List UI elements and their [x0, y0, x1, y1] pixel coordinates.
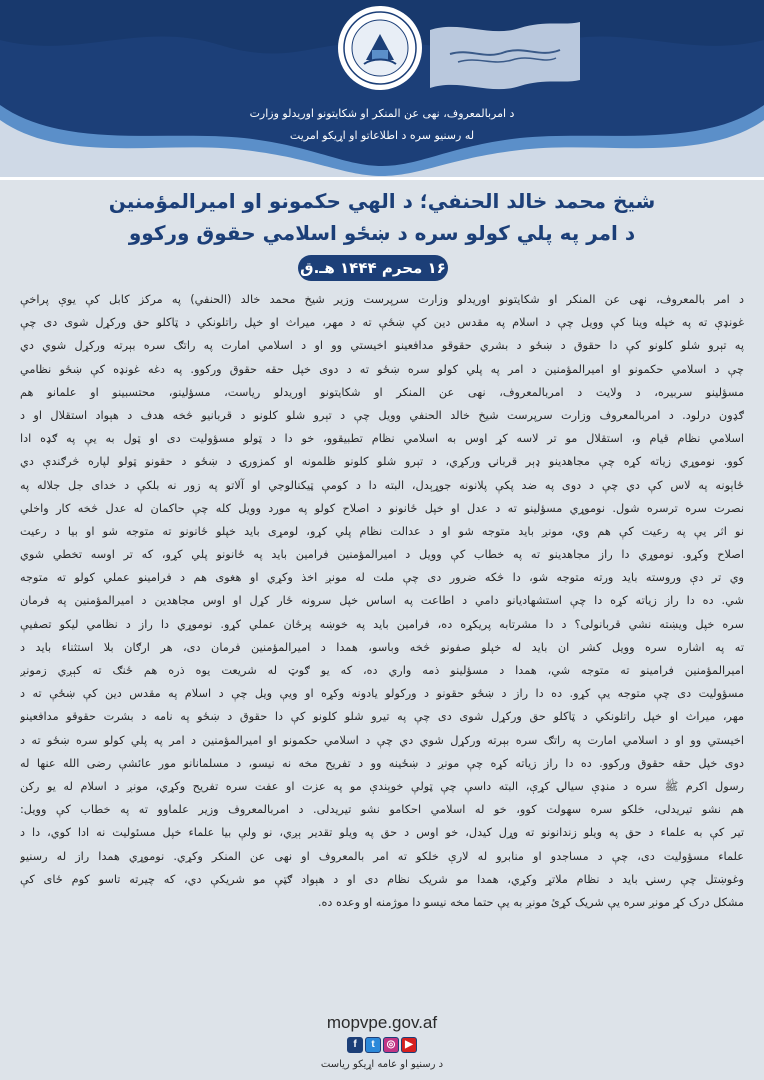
- body-line: تیر کې به علماء د حق په ویلو زندانونو ته وړل کیدل، خو اوس د حق په ویلو تقدیر ېږي، نو ولې بیا علماء خپل مسئولیت نه ادا کوي، دا د: [20, 826, 744, 840]
- instagram-icon[interactable]: ◎: [383, 1037, 399, 1053]
- body-line: هم نشو تیریدلی، خلکو سره سهولت کوو، خو له اسلامي احکامو نشو تیریدلی. د امربالمعروف وزیر علماوو ته په خطاب کې وویل:: [20, 803, 744, 817]
- body-line: اسلامي نظام قیام و، استقلال مو تر لاسه کړ اوس به اسلامي نظام تطبیقوو، خو دا د ټولو مسؤولیت دی او ټول به یې په ګډه ادا: [20, 432, 744, 446]
- body-line: مسؤولیت دی چې متوجه یې کړو. ده دا راز د ښځو حقونو د ورکولو یادونه وکړه او ویې ویل چې د اسلام په مقدس دین کې ښځې ته د: [20, 687, 744, 701]
- body-line: نو اثر یې په رعیت کې هم وي، مونږ باید متوجه شو او د عدالت نظام پلي کړو، لومړی باید خپلو ځانونو ته متوجه شو او بیا د رعیت: [20, 524, 744, 538]
- body-line: مشکل درک کړ مونږ سره یې شریک کړئ مونږ به یې حتما مخه نیسو دا موژمنه او وعده ده.: [317, 895, 744, 909]
- body-line: ځاېونه په لاس کې دي چې د دوی په ضد پکې پلانونه جوړېدل، البته دا د کومې ټیکنالوجي او آلاتو په زور نه بلکې د خدای جل جلاله په: [20, 478, 744, 492]
- body-line: اخیستي وو او د اسلامي امارت په راتګ سره بېرته ورکړل شوي دي چې د اسلامي حکمونو او امیرالمؤمنین د امر په پلي کولو سره ښځو ته د: [20, 733, 744, 747]
- body-line: شي. ده دا راز زیاته کړه دا چې استشهادیانو دامي د اطاعت په اساس خپل سرونه ځار کړل او اوس مجاهدین د امیرالمؤمنین په فرمان: [20, 594, 744, 608]
- body-line: ته په اشاره سره وویل کشر ان باید له خپلو صفونو څخه وباسو، همدا د امیرالمؤمنین فرمان دی، هر ارګان بلا استثناء باید د: [20, 640, 744, 654]
- emirate-emblem-icon: [336, 4, 424, 92]
- body-line: دوی خپل حقه حقوق ورکوو. ده دا راز زیاته کړه چې مونږ د ښځینه وو د تفریح مخه نه نیسو، د مسلمانانو مور عائشې رضی الله عنها له: [20, 756, 744, 770]
- body-line: وغوښتل چې رسنۍ باید د نظام ملاتړ وکړي، همدا مو شریک نظام دی او د هېواد ګټې مو شریکې دي، که چیرته تاسو کوم ځای کې: [20, 872, 744, 886]
- body-line: نصرت سره ترسره شول. نوموړي مسؤلینو ته د عدل او خپل ځانونو د اصلاح کولو په مورد وویل کله چې حاکمان له عدل څخه کار واخلي: [20, 501, 744, 515]
- body-line: رسول اکرم ﷺ سره د منډې سیالۍ کړې، البته داسې چې ټولې خوېندې مو په عزت او عفت سره تفریح وکړي، مونږ د اسلام له یو رکن: [20, 779, 744, 793]
- body-line: سره خپل ویښته نشي قربانولی؟ د دا مشرتابه پریکړه ده، فرامین باید په خوښه پرځان عملي کړو. نوموړي دا راز د نظامي لیکو تصفیې: [20, 617, 744, 631]
- article-title: [0, 185, 764, 249]
- website-link[interactable]: mopvpe.gov.af: [326, 1013, 438, 1032]
- title-line-2: د امر په پلي کولو سره د ښځو اسلامي حقوق ورکوو: [128, 221, 636, 245]
- social-links: [345, 1037, 419, 1053]
- facebook-icon[interactable]: f: [347, 1037, 363, 1053]
- body-line: علماء مسؤولیت دی، چې د مساجدو او منابرو له لارې خلکو ته امر بالمعروف او نهی عن المنکر وکړي. نوموړي همدا راز له رسنیو: [20, 849, 744, 863]
- ministry-heading: [0, 103, 764, 147]
- date-badge: ۱۶ محرم ۱۴۴۴ هـ.ق: [298, 255, 448, 281]
- body-line: کوو. نوموړي زیاته کړه چې مجاهدینو ډېر قربانۍ ورکړي، د تېرو شلو کلونو ظلمونه او کمزورۍ د ښځو د حقونو ټولو لپاره څرګندې دي: [20, 455, 744, 469]
- footer-department: د رسنیو او عامه اړیکو ریاست: [320, 1059, 444, 1070]
- body-line: غونډې ته په خپله وینا کې وویل چې د اسلام په مقدس دین کې ښځې ته د مهر، میراث او خپل راتلونکي د ټاکلو حق ورکړل شوی دی چې: [20, 316, 744, 330]
- body-line: چې د اسلامي حکمونو او امیرالمؤمنین د امر په پلي کولو سره ښځو ته د دوی خپل حقه حقوق ورکوو. په دغه غونډه کې ښځو نظامي: [20, 362, 744, 376]
- body-line: مسؤلینو سربیره، د ولایت د امربالمعروف، نهی عن المنکر او شکایتونو اوریدلو ریاست، مسؤلینو، محتسبینو او علمانو هم: [20, 385, 744, 399]
- body-line: په تېرو شلو کلونو کې دا حقوق د ښځو د بشري حقوقو مدافعینو اخیستي وو او د اسلامي امارت په راتګ سره بېرته ورکړل شوي دي: [20, 339, 744, 353]
- body-line: ګډون درلود. د امربالمعروف وزارت سرپرست شیخ خالد الحنفي وویل چې د تېرو شلو کلونو د قربانیو څخه هدف د هېواد استقلال او د: [20, 408, 744, 422]
- article-body: [20, 288, 744, 1008]
- ministry-name: د امربالمعروف، نهی عن المنکر او شکایتونو اوریدلو وزارت: [249, 107, 515, 120]
- shahada-flag-icon: [430, 20, 580, 92]
- title-line-1: شیخ محمد خالد الحنفي؛ د الهي حکمونو او امیرالمؤمنین: [108, 189, 656, 213]
- directorate-name: له رسنیو سره د اطلاعاتو او اړیکو امریت: [289, 129, 475, 142]
- twitter-icon[interactable]: t: [365, 1037, 381, 1053]
- body-line: امیرالمؤمنین فرامینو ته متوجه شي، همدا د مسؤلینو ذمه واري ده، که یو ګوټ له شریعت یوه ذره هم ځنګ ته کېږي زمونږ: [20, 664, 744, 677]
- body-line: اصلاح وکړو. نوموړي دا راز مجاهدینو ته په خطاب کې وویل د امیرالمؤمنین فرامین باید په ځانونو پلي کړو، که تر اوسه تخطي شوي: [20, 548, 744, 562]
- body-line: وي تر دې وروسته باید ورته متوجه شو، دا څکه ضرور دی چې ملت له مونږ اخذ وکړي او هغوی هم د فرامینو عملي کولو ته متوجه: [20, 571, 744, 585]
- header-divider: [0, 177, 764, 180]
- header-banner: [0, 0, 764, 178]
- youtube-icon[interactable]: ▶: [401, 1037, 417, 1053]
- body-line: مهر، میراث او خپل راتلونکي د ټاکلو حق ورکړل شوی دی چې په تیرو شلو کلونو کې دا حقوق د ښځو په نامه د بشرت حقوقو مدافعینو: [20, 710, 744, 724]
- body-line: د امر بالمعروف، نهی عن المنکر او شکایتونو اوریدلو وزارت سرپرست وزیر شیخ محمد خالد (الحنفي) په مرکز کابل کې یوې پراخې: [20, 293, 744, 306]
